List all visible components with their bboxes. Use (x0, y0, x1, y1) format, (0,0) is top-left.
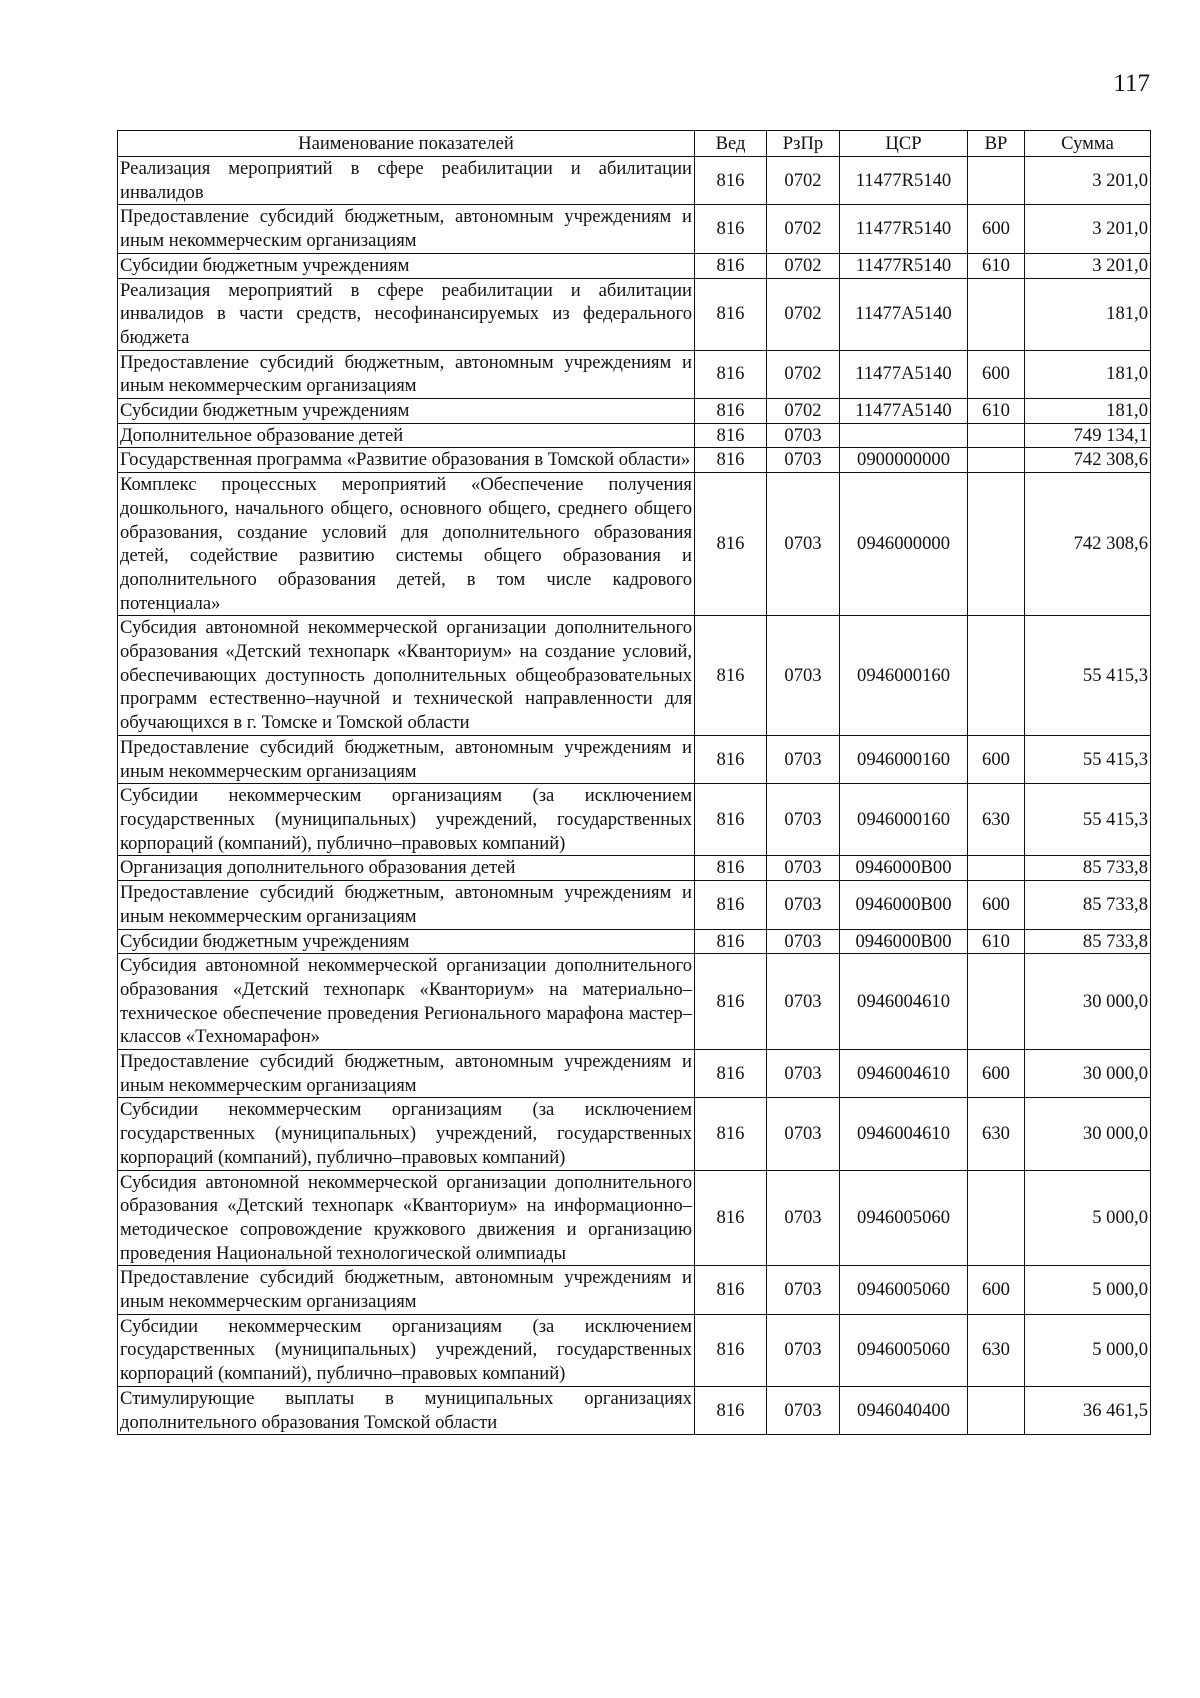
cell-sum: 55 415,3 (1025, 784, 1151, 856)
cell-sum: 5 000,0 (1025, 1266, 1151, 1314)
cell-rzpr: 0703 (767, 856, 840, 881)
cell-vr: 600 (968, 1050, 1025, 1098)
table-row (118, 205, 1151, 253)
cell-ved: 816 (695, 954, 767, 1050)
cell-csr: 0946000В00 (840, 929, 968, 954)
cell-vr: 610 (968, 399, 1025, 424)
cell-vr: 600 (968, 735, 1025, 783)
cell-csr: 11477A5140 (840, 399, 968, 424)
cell-vr (968, 423, 1025, 448)
cell-vr (968, 856, 1025, 881)
cell-ved: 816 (695, 423, 767, 448)
cell-sum: 3 201,0 (1025, 157, 1151, 205)
cell-csr: 11477R5140 (840, 253, 968, 278)
cell-name: Предоставление субсидий бюджетным, автономным учреждениям и иным некоммерческим организациям (118, 350, 695, 398)
cell-vr (968, 157, 1025, 205)
cell-vr (968, 616, 1025, 736)
cell-csr: 0946005060 (840, 1314, 968, 1386)
cell-ved: 816 (695, 784, 767, 856)
cell-name: Стимулирующие выплаты в муниципальных организациях дополнительного образования Томской области (118, 1386, 695, 1434)
table-row (118, 399, 1151, 424)
cell-rzpr: 0702 (767, 253, 840, 278)
budget-table (117, 130, 1151, 1435)
cell-ved: 816 (695, 1050, 767, 1098)
cell-sum: 55 415,3 (1025, 735, 1151, 783)
table-row (118, 1098, 1151, 1170)
header-vr: ВР (968, 131, 1025, 157)
cell-vr (968, 954, 1025, 1050)
cell-name: Реализация мероприятий в сфере реабилитации и абилитации инвалидов в части средств, несофинансируемых из федерального бюджета (118, 278, 695, 350)
cell-vr: 600 (968, 881, 1025, 929)
cell-sum: 742 308,6 (1025, 448, 1151, 473)
table-row (118, 954, 1151, 1050)
cell-vr: 600 (968, 205, 1025, 253)
table-row (118, 157, 1151, 205)
table-row (118, 616, 1151, 736)
cell-ved: 816 (695, 473, 767, 616)
table-row (118, 929, 1151, 954)
cell-vr: 630 (968, 1098, 1025, 1170)
cell-ved: 816 (695, 205, 767, 253)
cell-name: Субсидия автономной некоммерческой организации дополнительного образования «Детский технопарк «Кванториум» на материально–техническое обеспечение проведения Регионального марафона мастер–классов «Техномарафон» (118, 954, 695, 1050)
table-row (118, 1314, 1151, 1386)
table-row (118, 448, 1151, 473)
cell-ved: 816 (695, 350, 767, 398)
cell-sum: 742 308,6 (1025, 473, 1151, 616)
cell-ved: 816 (695, 1170, 767, 1266)
cell-csr: 0946000160 (840, 784, 968, 856)
table-row (118, 856, 1151, 881)
table-row (118, 881, 1151, 929)
cell-csr: 0900000000 (840, 448, 968, 473)
header-csr: ЦСР (840, 131, 968, 157)
cell-csr: 11477R5140 (840, 157, 968, 205)
cell-sum: 55 415,3 (1025, 616, 1151, 736)
cell-csr: 0946040400 (840, 1386, 968, 1434)
cell-rzpr: 0703 (767, 616, 840, 736)
cell-vr (968, 473, 1025, 616)
cell-sum: 30 000,0 (1025, 954, 1151, 1050)
cell-rzpr: 0703 (767, 1170, 840, 1266)
cell-rzpr: 0703 (767, 448, 840, 473)
cell-ved: 816 (695, 1386, 767, 1434)
cell-vr (968, 278, 1025, 350)
cell-sum: 3 201,0 (1025, 205, 1151, 253)
table-row (118, 423, 1151, 448)
cell-rzpr: 0703 (767, 423, 840, 448)
cell-rzpr: 0703 (767, 473, 840, 616)
cell-vr: 600 (968, 350, 1025, 398)
cell-rzpr: 0703 (767, 1098, 840, 1170)
cell-ved: 816 (695, 1266, 767, 1314)
cell-csr: 11477R5140 (840, 205, 968, 253)
cell-name: Государственная программа «Развитие образования в Томской области» (118, 448, 695, 473)
cell-name: Субсидии бюджетным учреждениям (118, 929, 695, 954)
cell-csr: 0946004610 (840, 1050, 968, 1098)
cell-rzpr: 0703 (767, 929, 840, 954)
table-row (118, 1170, 1151, 1266)
table-row (118, 278, 1151, 350)
cell-name: Субсидия автономной некоммерческой организации дополнительного образования «Детский технопарк «Кванториум» на информационно–методическое сопровождение кружкового движения и организацию проведения Национальной технологической олимпиады (118, 1170, 695, 1266)
cell-csr: 0946005060 (840, 1266, 968, 1314)
cell-rzpr: 0703 (767, 881, 840, 929)
cell-rzpr: 0703 (767, 1266, 840, 1314)
cell-ved: 816 (695, 1314, 767, 1386)
cell-name: Реализация мероприятий в сфере реабилитации и абилитации инвалидов (118, 157, 695, 205)
cell-sum: 181,0 (1025, 350, 1151, 398)
cell-vr (968, 1386, 1025, 1434)
cell-csr: 0946000000 (840, 473, 968, 616)
header-ved: Вед (695, 131, 767, 157)
cell-csr: 0946000В00 (840, 881, 968, 929)
cell-sum: 749 134,1 (1025, 423, 1151, 448)
cell-sum: 30 000,0 (1025, 1098, 1151, 1170)
cell-name: Предоставление субсидий бюджетным, автономным учреждениям и иным некоммерческим организациям (118, 205, 695, 253)
cell-name: Предоставление субсидий бюджетным, автономным учреждениям и иным некоммерческим организациям (118, 1050, 695, 1098)
cell-ved: 816 (695, 399, 767, 424)
cell-rzpr: 0703 (767, 954, 840, 1050)
table-row (118, 1050, 1151, 1098)
cell-rzpr: 0703 (767, 1386, 840, 1434)
cell-name: Субсидии бюджетным учреждениям (118, 253, 695, 278)
cell-ved: 816 (695, 856, 767, 881)
header-name: Наименование показателей (118, 131, 695, 157)
cell-name: Субсидии некоммерческим организациям (за исключением государственных (муниципальных) учреждений, государственных корпораций (компаний), публично–правовых компаний) (118, 1314, 695, 1386)
cell-ved: 816 (695, 157, 767, 205)
cell-sum: 3 201,0 (1025, 253, 1151, 278)
cell-rzpr: 0703 (767, 1050, 840, 1098)
cell-name: Субсидия автономной некоммерческой организации дополнительного образования «Детский технопарк «Кванториум» на создание условий, обеспечивающих доступность дополнительных общеобразовательных программ естественно–научной и технической направленности для обучающихся в г. Томске и Томской области (118, 616, 695, 736)
cell-sum: 5 000,0 (1025, 1170, 1151, 1266)
cell-name: Дополнительное образование детей (118, 423, 695, 448)
cell-rzpr: 0702 (767, 157, 840, 205)
cell-vr (968, 448, 1025, 473)
cell-sum: 85 733,8 (1025, 929, 1151, 954)
cell-name: Предоставление субсидий бюджетным, автономным учреждениям и иным некоммерческим организациям (118, 735, 695, 783)
cell-name: Субсидии некоммерческим организациям (за исключением государственных (муниципальных) учреждений, государственных корпораций (компаний), публично–правовых компаний) (118, 784, 695, 856)
cell-ved: 816 (695, 1098, 767, 1170)
cell-ved: 816 (695, 735, 767, 783)
cell-ved: 816 (695, 616, 767, 736)
cell-rzpr: 0702 (767, 278, 840, 350)
cell-rzpr: 0703 (767, 784, 840, 856)
cell-sum: 30 000,0 (1025, 1050, 1151, 1098)
cell-ved: 816 (695, 278, 767, 350)
cell-vr: 630 (968, 1314, 1025, 1386)
cell-vr (968, 1170, 1025, 1266)
cell-ved: 816 (695, 253, 767, 278)
cell-rzpr: 0703 (767, 735, 840, 783)
header-rzpr: РзПр (767, 131, 840, 157)
cell-csr: 0946004610 (840, 954, 968, 1050)
cell-csr: 0946005060 (840, 1170, 968, 1266)
cell-csr: 0946004610 (840, 1098, 968, 1170)
cell-sum: 36 461,5 (1025, 1386, 1151, 1434)
cell-csr: 0946000160 (840, 735, 968, 783)
cell-csr: 0946000В00 (840, 856, 968, 881)
table-row (118, 735, 1151, 783)
cell-name: Предоставление субсидий бюджетным, автономным учреждениям и иным некоммерческим организациям (118, 881, 695, 929)
cell-name: Комплекс процессных мероприятий «Обеспечение получения дошкольного, начального общего, основного общего, среднего общего образования, создание условий для дополнительного образования детей, содействие развитию системы общего образования и дополнительного образования детей, в том числе кадрового потенциала» (118, 473, 695, 616)
cell-name: Субсидии некоммерческим организациям (за исключением государственных (муниципальных) учреждений, государственных корпораций (компаний), публично–правовых компаний) (118, 1098, 695, 1170)
cell-vr: 630 (968, 784, 1025, 856)
cell-sum: 85 733,8 (1025, 856, 1151, 881)
table-body (118, 157, 1151, 1435)
cell-name: Организация дополнительного образования детей (118, 856, 695, 881)
table-header-row (118, 131, 1151, 157)
cell-sum: 85 733,8 (1025, 881, 1151, 929)
cell-csr: 0946000160 (840, 616, 968, 736)
cell-ved: 816 (695, 929, 767, 954)
table-row (118, 1386, 1151, 1434)
table-row (118, 784, 1151, 856)
cell-ved: 816 (695, 448, 767, 473)
cell-ved: 816 (695, 881, 767, 929)
cell-csr: 11477A5140 (840, 278, 968, 350)
page-number: 117 (1113, 70, 1150, 97)
cell-rzpr: 0703 (767, 1314, 840, 1386)
cell-vr: 610 (968, 929, 1025, 954)
cell-vr: 600 (968, 1266, 1025, 1314)
cell-name: Субсидии бюджетным учреждениям (118, 399, 695, 424)
cell-csr (840, 423, 968, 448)
cell-name: Предоставление субсидий бюджетным, автономным учреждениям и иным некоммерческим организациям (118, 1266, 695, 1314)
table-row (118, 473, 1151, 616)
cell-csr: 11477A5140 (840, 350, 968, 398)
table-row (118, 1266, 1151, 1314)
header-sum: Сумма (1025, 131, 1151, 157)
table-row (118, 253, 1151, 278)
cell-vr: 610 (968, 253, 1025, 278)
cell-rzpr: 0702 (767, 205, 840, 253)
cell-rzpr: 0702 (767, 350, 840, 398)
cell-sum: 181,0 (1025, 278, 1151, 350)
table-row (118, 350, 1151, 398)
cell-sum: 181,0 (1025, 399, 1151, 424)
cell-sum: 5 000,0 (1025, 1314, 1151, 1386)
cell-rzpr: 0702 (767, 399, 840, 424)
